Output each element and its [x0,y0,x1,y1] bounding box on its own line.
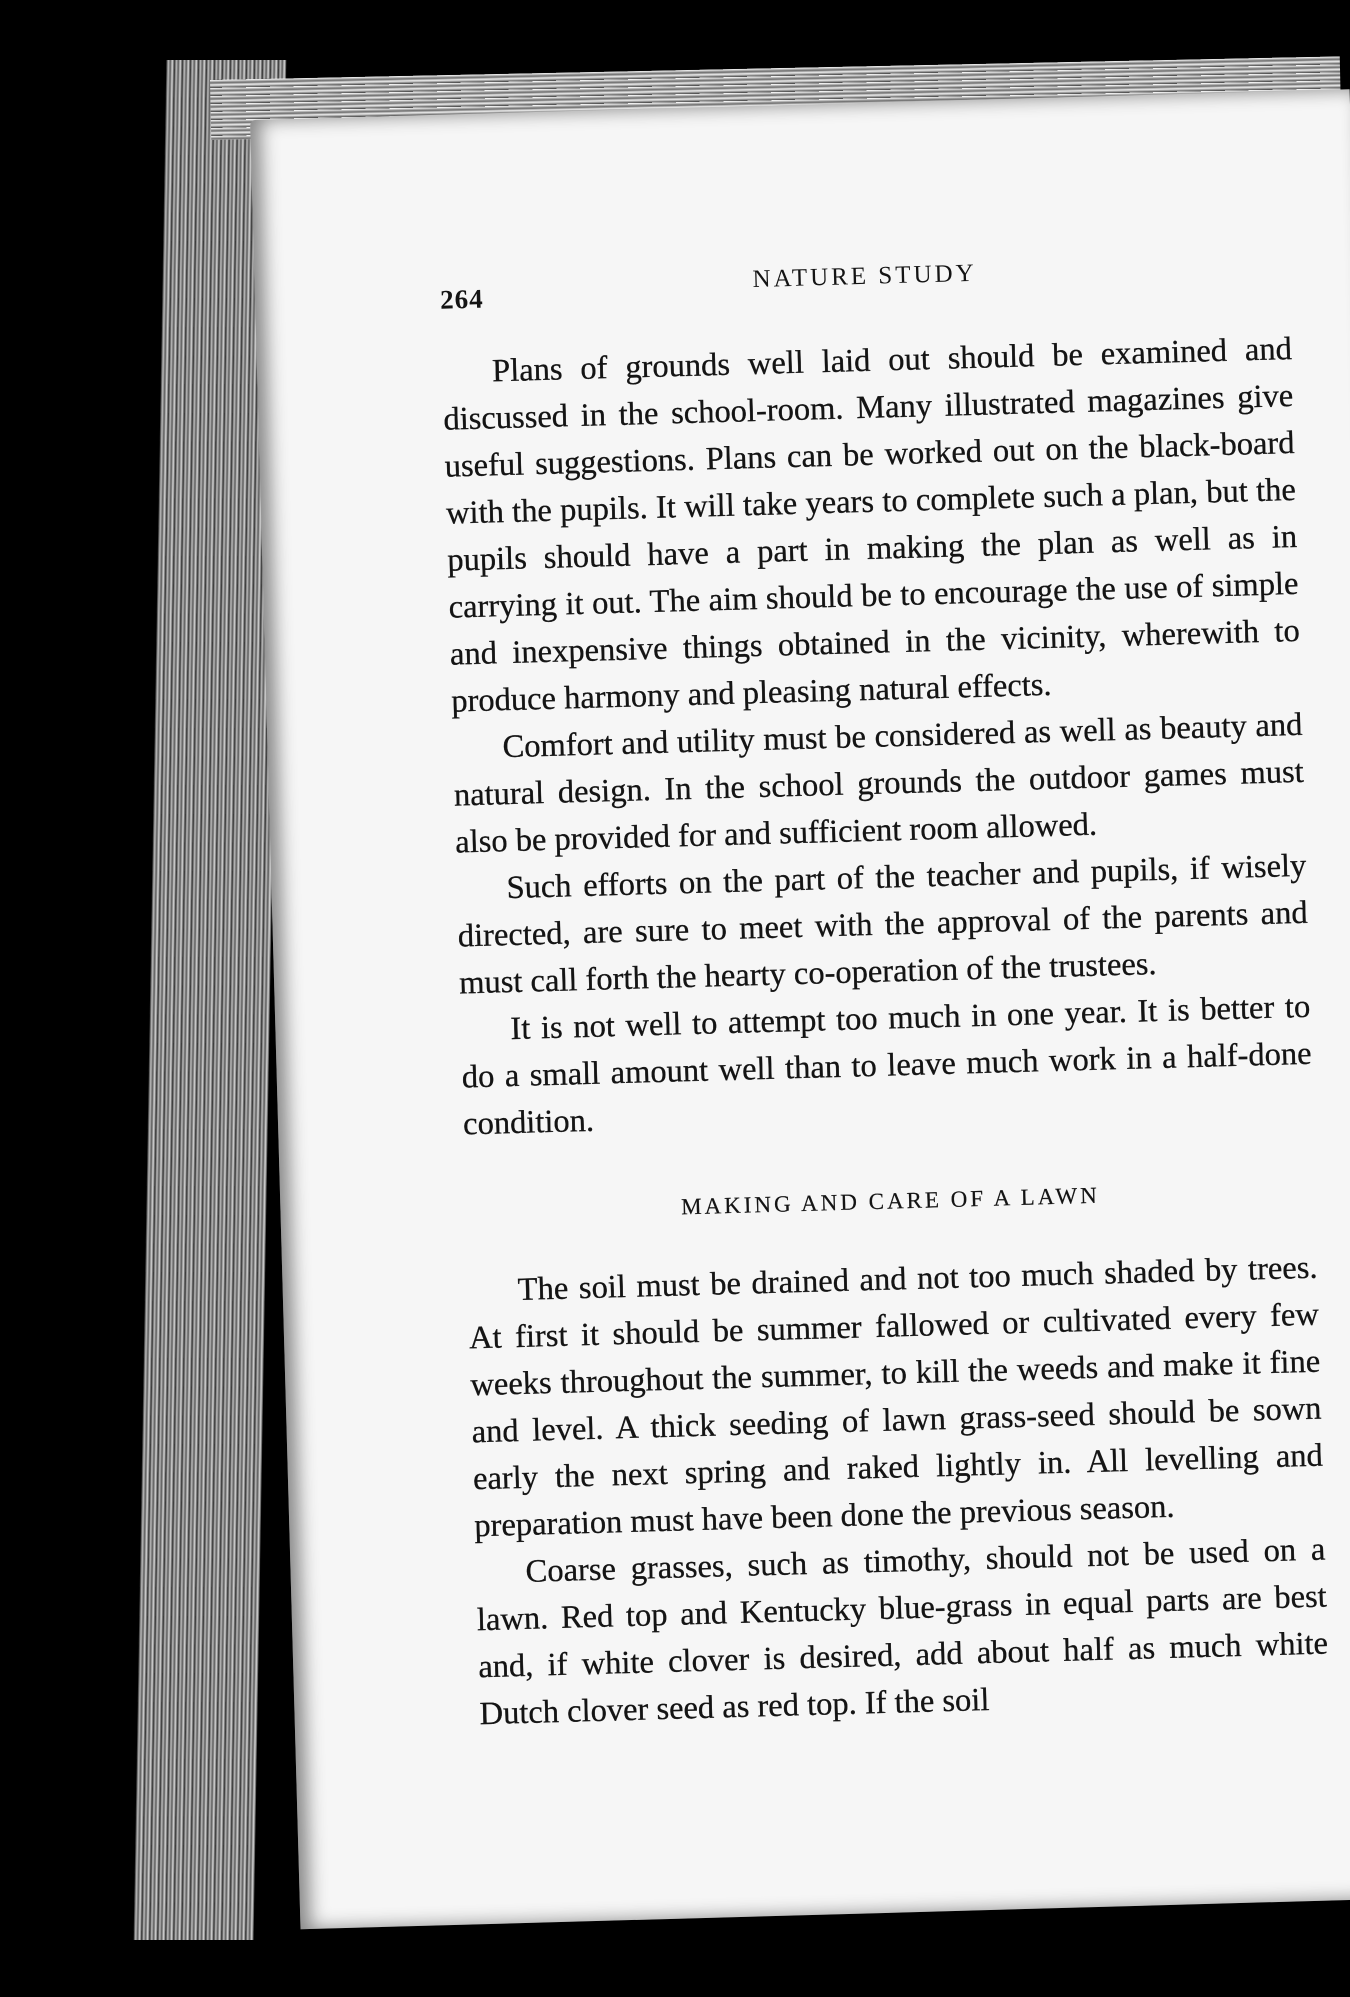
book-page [250,89,1350,1929]
section-heading: MAKING AND CARE OF A LAWN [680,1182,1101,1220]
paragraph-plans: Plans of grounds well laid out should be examined and discussed in the school-room. Many illustrated magazines give useful suggestions. Plans can be worked out on the black-board with the pupils. It will take years to complete such a plan, but the pupils should have a part in making the plan as well as in carrying it out. The aim should be to encourage the use of simple and inexpensive things obtained in the vicinity, wherewith to produce harmony and pleasing natural effects. [442,331,1301,720]
page-text [439,251,1330,1738]
paragraph-comfort: Comfort and utility must be considered as well as beauty and natural design. In the school grounds the outdoor games must also be provided for and sufficient room allowed. [453,706,1305,861]
running-head-title: NATURE STUDY [752,259,978,294]
paragraph-soil: The soil must be drained and not too much shaded by trees. At first it should be summer fallowed or cultivated every few weeks throughout the summer, to kill the weeds and make it fine and level. A thick seeding of lawn grass-seed should be sown early the next spring and raked lightly in. All levelling and preparation must have been done the previous season. [468,1249,1324,1545]
paragraph-grasses: Coarse grasses, such as timothy, should not be used on a lawn. Red top and Kentucky blue-grass in equal parts are best and, if white clover is desired, add about half as much white Dutch clover seed as red top. If the soil [476,1531,1329,1733]
running-head [439,251,1290,325]
page-number: 264 [439,283,484,315]
paragraph-efforts: Such efforts on the part of the teacher and pupils, if wisely directed, are sure to meet with the approval of the parents and must call forth the hearty co-operation of the trustees. [457,847,1309,1002]
paragraph-not-too-much: It is not well to attempt too much in one year. It is better to do a small amount well than to leave much work in a half-done condition. [461,988,1312,1143]
